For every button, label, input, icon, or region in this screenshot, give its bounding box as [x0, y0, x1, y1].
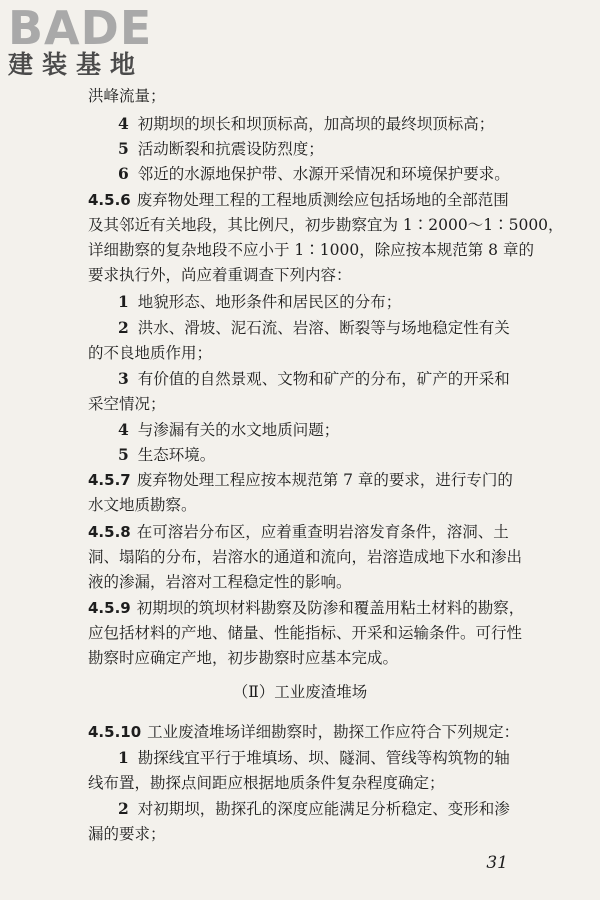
list-item: 4 与渗漏有关的水文地质问题；	[118, 420, 340, 439]
text-line: 要求执行外，尚应着重调查下列内容：	[88, 266, 352, 284]
text-line: 详细勘察的复杂地段不应小于 1∶1000，除应按本规范第 8 章的	[88, 241, 534, 259]
clause-4-5-8: 4.5.8 在可溶岩分布区，应着重查明岩溶发育条件，溶洞、土	[88, 523, 509, 541]
list-item: 1 地貌形态、地形条件和居民区的分布；	[118, 292, 402, 311]
logo-subtitle: 建装基地	[8, 50, 145, 79]
page-number: 31	[486, 853, 508, 873]
text-line: 线布置，勘探点间距应根据地质条件复杂程度确定；	[88, 774, 445, 792]
list-item: 4 初期坝的坝长和坝顶标高，加高坝的最终坝顶标高；	[118, 114, 495, 133]
logo-brand: BADE	[8, 1, 153, 55]
text-line: 洞、塌陷的分布，岩溶水的通道和流向，岩溶造成地下水和渗出	[88, 548, 523, 566]
text-line: 的不良地质作用；	[88, 344, 213, 362]
section-heading: （Ⅱ）工业废渣堆场	[232, 683, 368, 701]
list-item: 5 生态环境。	[118, 445, 216, 464]
text-line: 采空情况；	[88, 395, 166, 413]
text-line: 漏的要求；	[88, 825, 166, 843]
text-line: 洪峰流量；	[88, 87, 166, 105]
list-item: 5 活动断裂和抗震设防烈度；	[118, 139, 324, 158]
clause-4-5-9: 4.5.9 初期坝的筑坝材料勘察及防渗和覆盖用粘土材料的勘察，	[88, 599, 525, 617]
text-line: 应包括材料的产地、储量、性能指标、开采和运输条件。可行性	[88, 624, 523, 642]
list-item: 1 勘探线宜平行于堆填场、坝、隧洞、管线等构筑物的轴	[118, 748, 510, 767]
text-line: 及其邻近有关地段，其比例尺，初步勘察宜为 1∶2000～1∶5000，	[88, 216, 564, 234]
text-line: 液的渗漏，岩溶对工程稳定性的影响。	[88, 573, 352, 591]
clause-4-5-10: 4.5.10 工业废渣堆场详细勘察时，勘探工作应符合下列规定：	[88, 723, 520, 741]
clause-4-5-6: 4.5.6 废弃物处理工程的工程地质测绘应包括场地的全部范围	[88, 191, 509, 209]
list-item: 2 对初期坝，勘探孔的深度应能满足分析稳定、变形和渗	[118, 799, 510, 818]
list-item: 2 洪水、滑坡、泥石流、岩溶、断裂等与场地稳定性有关	[118, 318, 510, 337]
clause-4-5-7: 4.5.7 废弃物处理工程应按本规范第 7 章的要求，进行专门的	[88, 471, 513, 489]
list-item: 3 有价值的自然景观、文物和矿产的分布，矿产的开采和	[118, 369, 510, 388]
text-line: 水文地质勘察。	[88, 496, 197, 514]
text-line: 勘察时应确定产地，初步勘察时应基本完成。	[88, 649, 399, 667]
list-item: 6 邻近的水源地保护带、水源开采情况和环境保护要求。	[118, 164, 510, 183]
